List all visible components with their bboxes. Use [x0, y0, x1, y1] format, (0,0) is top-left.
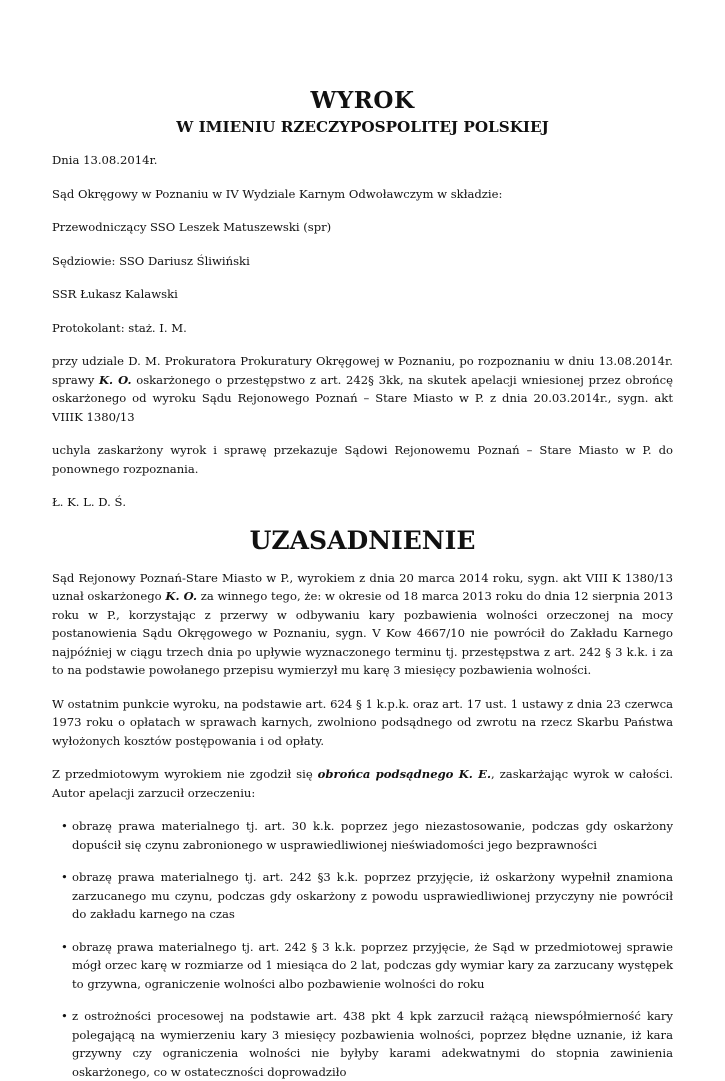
clerk: Protokolant: staż. I. M.: [52, 320, 187, 335]
accused-name-2: K. O.: [165, 589, 198, 603]
court-name: Sąd Okręgowy w Poznaniu w IV Wydziale Karnym Odwoławczym w składzie:: [52, 186, 503, 201]
proceedings-text-1: przy udziale D. M. Prokuratora Prokuratury Okręgowej w Poznaniu, po rozpoznaniu w dniu 13.08.2014r. sprawy: [52, 354, 673, 387]
bullet-icon: •: [61, 1009, 68, 1023]
proceedings-text-2: oskarżonego o przestępstwo z art. 242§ 3kk, na skutek apelacji wniesionej przez obrońcę oskarżonego od wyroku Sądu Rejonowego Poznań – Stare Miasto w P. z dnia 20.03.2014r., sygn. akt VIIIK 1380/13: [52, 372, 673, 424]
list-item: [52, 938, 673, 994]
signatures: Ł. K. L. D. Ś.: [52, 495, 127, 509]
appeal-point-text: obrazę prawa materialnego tj. art. 242 § 3 k.k. poprzez przyjęcie, że Sąd w przedmiotowej sprawie mógł orzec karę w rozmiarze od 1 miesiąca do 2 lat, podczas gdy wymiar kary za zarzucany występek to grzywna, ograniczenie wolności albo pozbawienie wolności do roku: [72, 939, 673, 991]
bullet-icon: •: [61, 939, 68, 954]
presiding-judge: Przewodniczący SSO Leszek Matuszewski (spr): [52, 220, 332, 234]
justification-paragraph-3: [52, 765, 673, 802]
proceedings-paragraph: [52, 352, 673, 426]
bullet-icon: •: [61, 870, 68, 884]
judge-second: SSR Łukasz Kalawski: [52, 287, 178, 301]
judgment-date: Dnia 13.08.2014r.: [52, 153, 158, 167]
document-subtitle: W IMIENIU RZECZYPOSPOLITEJ POLSKIEJ: [176, 118, 549, 136]
list-item: [52, 1007, 673, 1081]
justification-paragraph-2: W ostatnim punkcie wyroku, na podstawie art. 624 § 1 k.p.k. oraz art. 17 ust. 1 ustawy z dnia 23 czerwca 1973 roku o opłatach w sprawach karnych, zwolniono podsądnego od zwrotu na rzecz Skarbu Państwa wyłożonych kosztów postępowania i od opłaty.: [52, 696, 673, 748]
list-item: [52, 868, 673, 924]
document-title: WYROK: [310, 87, 415, 114]
justification-p3-text-2: , zaskarżając wyrok w całości. Autor apelacji zarzucił orzeczeniu:: [52, 767, 674, 800]
justification-paragraph-1: [52, 569, 673, 680]
justification-p1-text-2: za winnego tego, że: w okresie od 18 marca 2013 roku do dnia 12 sierpnia 2013 roku w P., korzystając z przerwy w odbywaniu kary pozbawienia wolności orzeczonej na mocy postanowienia Sądu Okręgowego w Poznaniu, sygn. V Kow 4667/10 nie powrócił do Zakładu Karnego najpóźniej w ciągu trzech dnia po upływie wyznaczonego terminu tj. przestępstwa z art. 242 § 3 k.k. i za to na podstawie powołanego przepisu wymierzył mu karę 3 miesięcy pozbawienia wolności.: [52, 589, 673, 677]
list-item: [52, 817, 673, 854]
justification-p1-text-1: Sąd Rejonowy Poznań-Stare Miasto w P., wyrokiem z dnia 20 marca 2014 roku, sygn. akt VIII K 1380/13 uznał oskarżonego: [52, 570, 673, 603]
justification-p3-text-1: Z przedmiotowym wyrokiem nie zgodził się: [52, 767, 318, 781]
bullet-icon: •: [61, 819, 68, 833]
appeal-point-text: obrazę prawa materialnego tj. art. 242 §3 k.k. poprzez przyjęcie, iż oskarżony wypełnił znamiona zarzucanego mu czynu, podczas gdy oskarżony z powodu usprawiedliwionej przyczyny nie powrócił do zakładu karnego na czas: [72, 870, 673, 921]
defender-name: obrońca podsądnego K. E.: [317, 767, 492, 781]
accused-name: K. O.: [98, 372, 132, 387]
appeal-points-list: [52, 817, 673, 1081]
justification-heading: UZASADNIENIE: [249, 525, 476, 555]
appeal-point-text: obrazę prawa materialnego tj. art. 30 k.k. poprzez jego niezastosowanie, podczas gdy oskarżony dopuścił się czynu zabronionego w usprawiedliwionej nieświadomości jego bezprawności: [72, 819, 673, 852]
court-composition: [52, 151, 673, 337]
appeal-point-text: z ostrożności procesowej na podstawie art. 438 pkt 4 kpk zarzucił rażącą niewspółmierność kary polegającą na wymierzeniu kary 3 miesięcy pozbawienia wolności, poprzez błędne uznanie, iż kara grzywny czy ograniczenia wolności nie byłyby karami adekwatnymi do stopnia zawinienia oskarżonego, co w ostateczności doprowadziło: [72, 1009, 673, 1079]
ruling-paragraph: uchyla zaskarżony wyrok i sprawę przekazuje Sądowi Rejonowemu Poznań – Stare Miasto w P. do ponownego rozpoznania.: [52, 443, 673, 476]
judges: Sędziowie: SSO Dariusz Śliwiński: [52, 253, 250, 268]
